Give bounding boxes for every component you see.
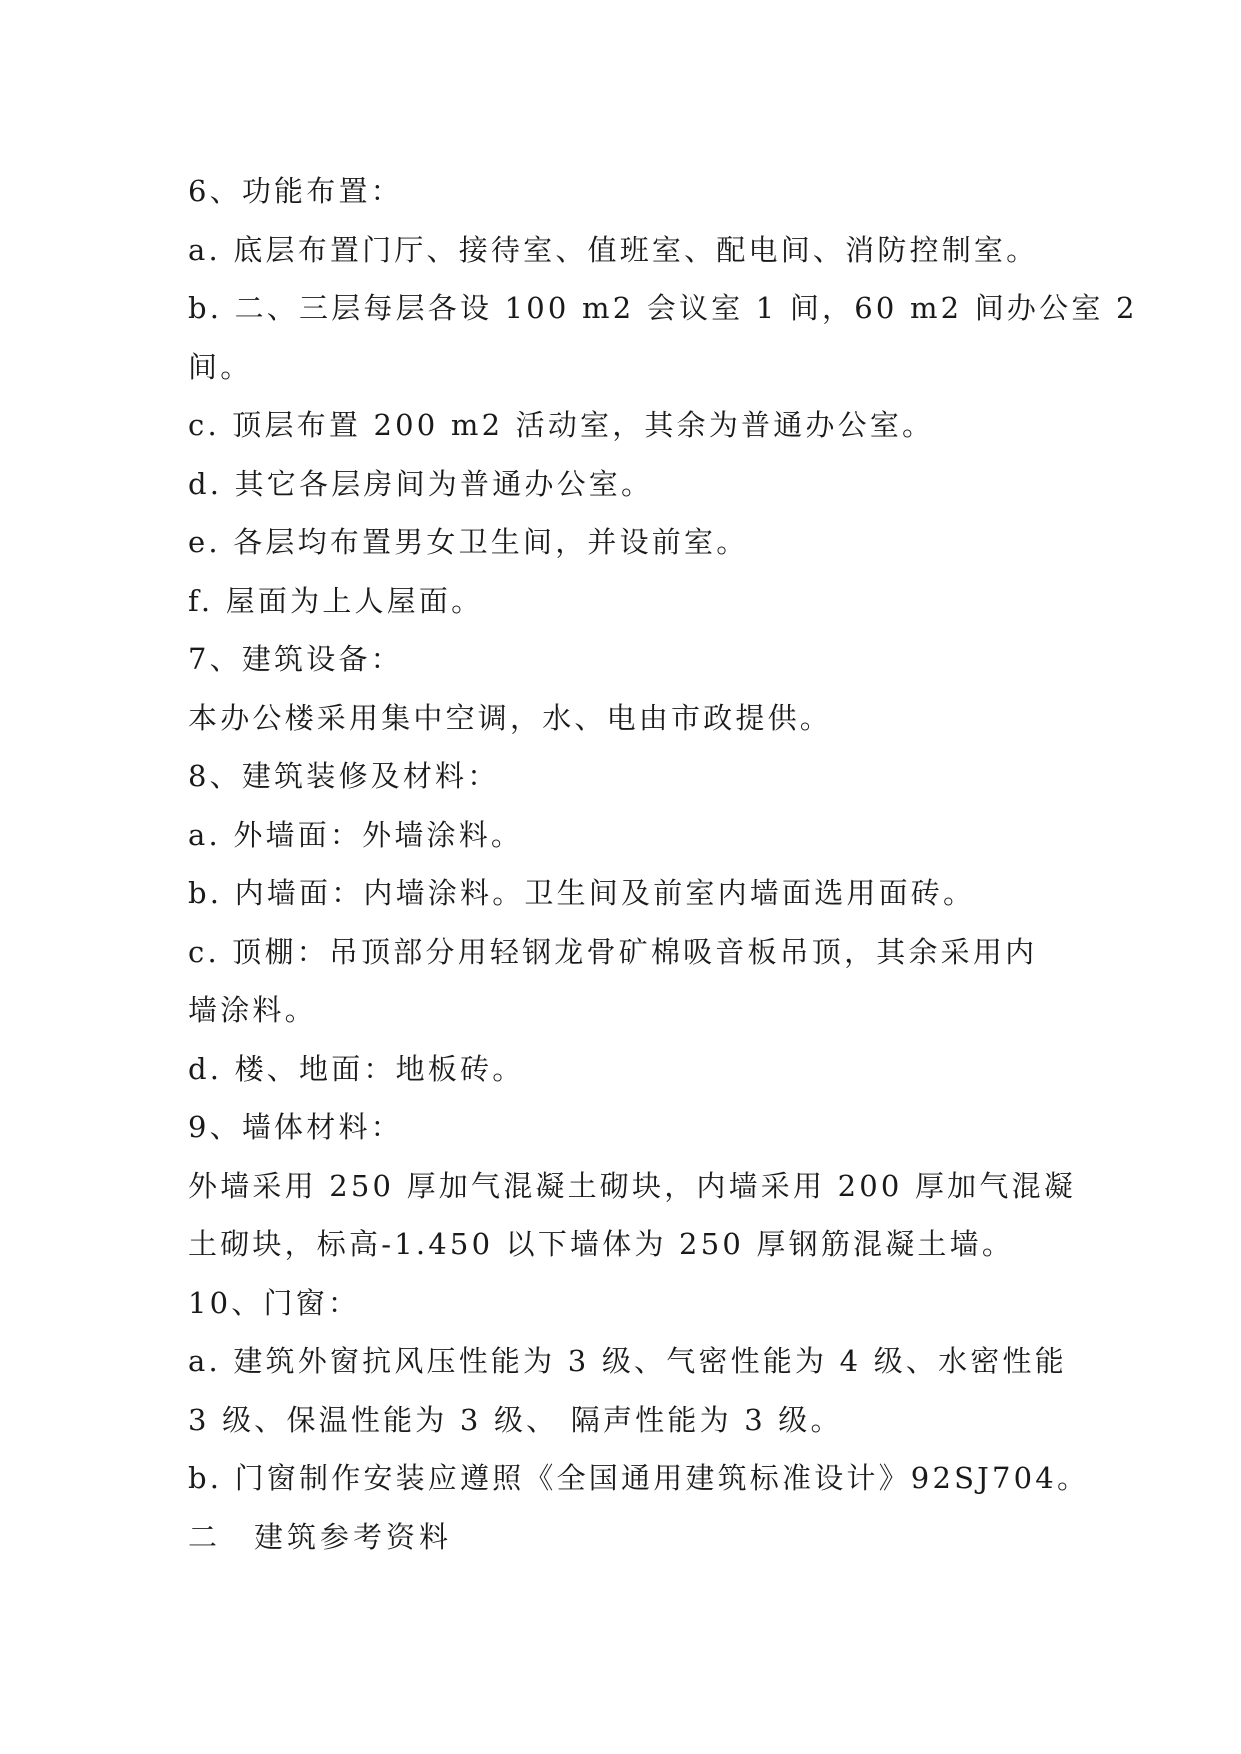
paragraph-line: 土砌块，标高-1.450 以下墙体为 250 厚钢筋混凝土墙。 (188, 1227, 1015, 1261)
paragraph-line: a. 建筑外窗抗风压性能为 3 级、气密性能为 4 级、水密性能 (188, 1344, 1067, 1378)
paragraph-line: a. 底层布置门厅、接待室、值班室、配电间、消防控制室。 (188, 232, 1039, 267)
paragraph-line: e. 各层均布置男女卫生间，并设前室。 (188, 525, 749, 559)
section-heading-doors-windows: 10、门窗： (188, 1285, 361, 1320)
paragraph-line: c. 顶棚：吊顶部分用轻钢龙骨矿棉吸音板吊顶，其余采用内 (188, 934, 1038, 969)
paragraph-line: 外墙采用 250 厚加气混凝土砌块，内墙采用 200 厚加气混凝 (188, 1168, 1076, 1203)
section-heading-function-layout: 6、功能布置： (188, 174, 403, 208)
section-heading-decoration-materials: 8、建筑装修及材料： (188, 759, 500, 793)
paragraph-line: 间。 (188, 349, 253, 384)
paragraph-line: c. 顶层布置 200 m2 活动室，其余为普通办公室。 (188, 408, 935, 442)
paragraph-line: d. 其它各层房间为普通办公室。 (188, 466, 654, 501)
paragraph-line: 墙涂料。 (188, 993, 317, 1027)
section-heading-building-equipment: 7、建筑设备： (188, 642, 403, 676)
section-heading-wall-materials: 9、墙体材料： (188, 1110, 403, 1144)
paragraph-line: b. 内墙面：内墙涂料。卫生间及前室内墙面选用面砖。 (188, 876, 976, 910)
paragraph-line: d. 楼、地面：地板砖。 (188, 1051, 525, 1086)
paragraph-line: 本办公楼采用集中空调，水、电由市政提供。 (188, 700, 833, 735)
paragraph-line: a. 外墙面：外墙涂料。 (188, 817, 524, 852)
document-body (188, 162, 1138, 1566)
paragraph-line: 3 级、保温性能为 3 级、 隔声性能为 3 级。 (188, 1402, 843, 1437)
paragraph-line: f. 屋面为上人屋面。 (188, 583, 484, 618)
chapter-heading-reference-materials: 二 建筑参考资料 (188, 1519, 453, 1554)
paragraph-line: b. 二、三层每层各设 100 m2 会议室 1 间，60 m2 间办公室 2 (188, 291, 1138, 325)
paragraph-line: b. 门窗制作安装应遵照《全国通用建筑标准设计》92SJ704。 (188, 1461, 1090, 1495)
